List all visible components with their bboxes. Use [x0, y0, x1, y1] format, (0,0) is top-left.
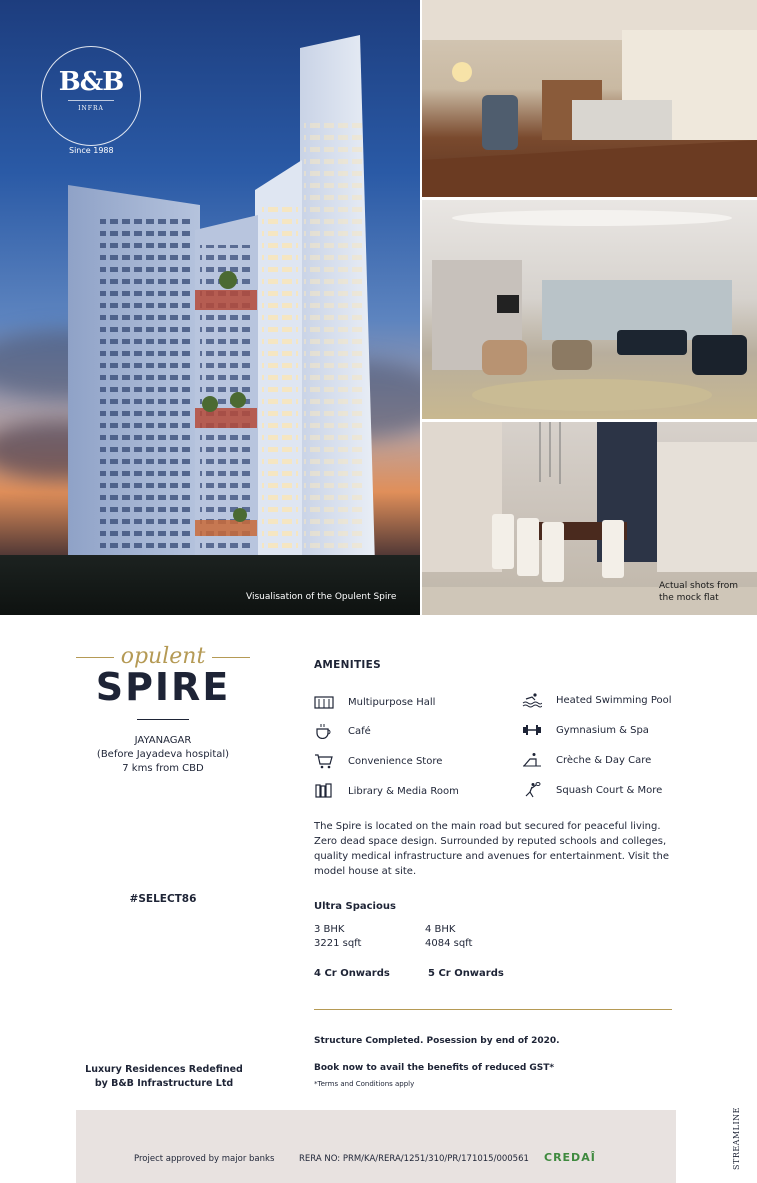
price-3bhk: 4 Cr Onwards	[314, 968, 390, 979]
bb-infra-logo	[41, 46, 141, 146]
playground-icon	[522, 752, 542, 768]
unit-type: 3 BHK	[314, 924, 345, 935]
tagline-line: Luxury Residences Redefined	[85, 1064, 243, 1075]
cafe-icon	[314, 723, 334, 739]
amenity-label: Café	[348, 725, 371, 737]
ground-trees	[0, 555, 420, 615]
spire-title: SPIRE	[95, 665, 231, 709]
footer-bar	[76, 1110, 676, 1183]
possession-note: Structure Completed. Posession by end of 2020.	[314, 1036, 560, 1046]
bedroom-photo	[422, 0, 757, 197]
amenity-label: Library & Media Room	[348, 785, 459, 797]
amenity-label: Gymnasium & Spa	[556, 724, 649, 736]
visualisation-caption: Visualisation of the Opulent Spire	[246, 592, 397, 602]
amenity-item	[314, 753, 442, 769]
amenity-label: Convenience Store	[348, 755, 443, 767]
mock-caption-line: Actual shots from	[659, 581, 738, 591]
cart-icon	[314, 753, 334, 769]
terms-note: *Terms and Conditions apply	[314, 1080, 415, 1088]
unit-type: 4 BHK	[425, 924, 456, 935]
rera-number: RERA NO: PRM/KA/RERA/1251/310/PR/171015/000561	[299, 1154, 529, 1164]
amenity-item	[314, 783, 459, 799]
mock-caption-line: the mock flat	[659, 593, 719, 603]
address-line: JAYANAGAR	[134, 735, 192, 746]
dining-room-photo	[422, 422, 757, 615]
since-text: Since 1988	[69, 146, 114, 155]
project-description: The Spire is located on the main road but secured for peaceful living. Zero dead space design. Surrounded by reputed schools and colleges, quality medical infrastructure and avenues for entertainment. Visit the model house at site.	[314, 821, 670, 877]
address-line: (Before Jayadeva hospital)	[96, 749, 230, 760]
tower-rendering	[0, 0, 420, 615]
gold-divider	[314, 1009, 672, 1010]
amenity-item	[314, 694, 435, 710]
amenity-label: Crèche & Day Care	[556, 754, 652, 766]
project-brand	[76, 645, 250, 776]
credai-logo: CREDAÎ	[544, 1151, 596, 1164]
books-icon	[314, 783, 334, 799]
squash-icon	[522, 782, 542, 798]
logo-sub: INFRA	[78, 105, 104, 112]
location-address	[76, 734, 250, 776]
dumbbell-icon	[522, 722, 542, 738]
living-room-photo	[422, 200, 757, 419]
hall-icon	[314, 694, 334, 710]
tagline-line: by B&B Infrastructure Ltd	[94, 1078, 234, 1089]
ultra-spacious-heading: Ultra Spacious	[314, 901, 396, 912]
unit-3bhk	[314, 923, 361, 951]
amenity-label: Squash Court & More	[556, 784, 663, 796]
unit-area: 4084 sqft	[425, 938, 473, 949]
banks-approval: Project approved by major banks	[134, 1154, 275, 1164]
logo-mark: B&B	[58, 67, 124, 97]
amenity-item	[522, 722, 649, 738]
amenity-label: Multipurpose Hall	[348, 696, 436, 708]
mock-flat-caption	[659, 580, 751, 604]
address-line: 7 kms from CBD	[122, 763, 204, 774]
hashtag: #SELECT86	[129, 893, 197, 905]
tagline	[76, 1063, 252, 1091]
swimmer-icon	[522, 692, 542, 708]
amenity-label: Heated Swimming Pool	[556, 694, 672, 706]
gst-note: Book now to avail the benefits of reduced GST*	[314, 1063, 555, 1073]
opulent-script: opulent	[120, 644, 206, 669]
agency-credit: STREAMLINE	[732, 1107, 741, 1170]
unit-area: 3221 sqft	[314, 938, 362, 949]
amenity-item	[522, 752, 651, 768]
amenity-item	[522, 692, 672, 708]
amenity-item	[314, 723, 371, 739]
price-4bhk: 5 Cr Onwards	[428, 968, 504, 979]
amenity-item	[522, 782, 662, 798]
unit-4bhk	[425, 923, 472, 951]
amenities-title: AMENITIES	[314, 659, 381, 671]
